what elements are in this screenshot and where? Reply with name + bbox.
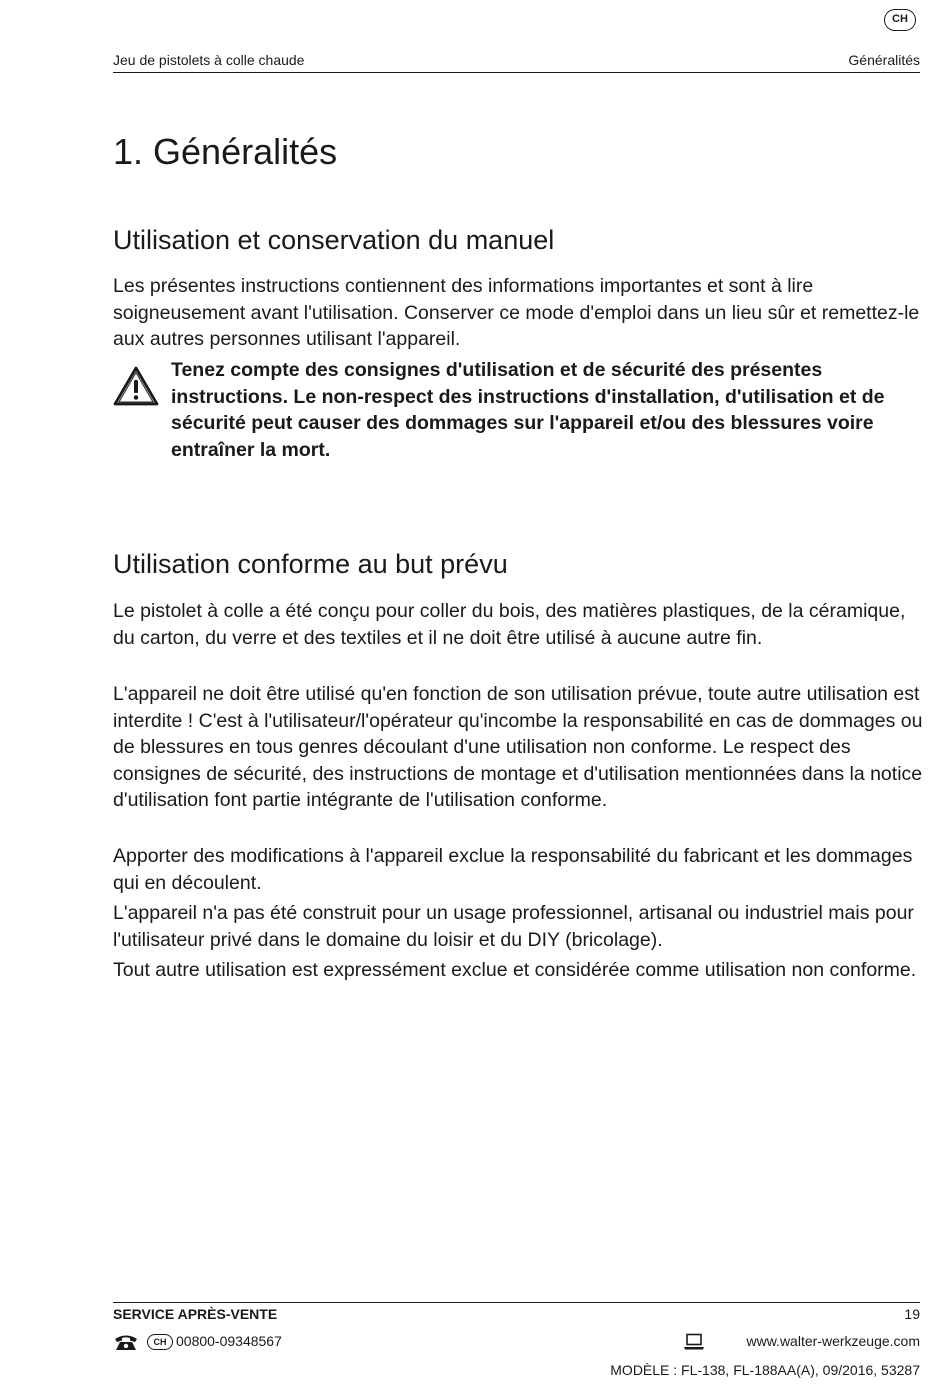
phone-icon bbox=[113, 1333, 139, 1351]
page-number: 19 bbox=[904, 1306, 920, 1322]
country-badge: CH bbox=[884, 9, 916, 31]
section-title-intended-use: Utilisation conforme au but prévu bbox=[113, 549, 508, 579]
footer-service-label: SERVICE APRÈS-VENTE bbox=[113, 1306, 278, 1322]
paragraph: L'appareil ne doit être utilisé qu'en fonction de son utilisation prévue, toute autre utilisation est interdite ! C'est à l'utilisateur/l'opérateur qu'incombe la responsabilité en cas de dommages ou de blessures en tous genres découlant d'une utilisation non conforme. Le respect des consignes de sécurité, des instructions de montage et d'utilisation mentionnées dans la notice d'utilisation font partie intégrante de l'utilisation conforme. bbox=[113, 683, 923, 811]
header-document-title: Jeu de pistolets à colle chaude bbox=[113, 52, 305, 68]
laptop-icon bbox=[683, 1333, 705, 1351]
phone-number: 00800-09348567 bbox=[176, 1333, 282, 1349]
paragraph: Apporter des modifications à l'appareil exclue la responsabilité du fabricant et les dommages qui en découlent. bbox=[113, 845, 913, 894]
safety-warning: Tenez compte des consignes d'utilisation et de sécurité des présentes instructions. Le non-respect des instructions d'installation, d'utilisation et de sécurité peut causer des dommages sur l'appareil et/ou des blessures voire entraîner la mort. bbox=[171, 359, 885, 461]
page-title: 1. Généralités bbox=[113, 131, 338, 172]
paragraph: L'appareil n'a pas été construit pour un usage professionnel, artisanal ou industriel mais pour l'utilisateur privé dans le domaine du loisir et du DIY (bricolage). bbox=[113, 902, 914, 951]
warning-triangle-icon bbox=[113, 366, 159, 406]
header-section-name: Généralités bbox=[848, 52, 920, 68]
paragraph: Les présentes instructions contiennent des informations importantes et sont à lire soigneusement avant l'utilisation. Conserver ce mode d'emploi dans un lieu sûr et remettez-le aux autres personnes utilisant l'appareil. bbox=[113, 275, 920, 350]
section-title-manual: Utilisation et conservation du manuel bbox=[113, 225, 555, 255]
website-link[interactable]: www.walter-werkzeuge.com bbox=[746, 1333, 920, 1349]
model-info: MODÈLE : FL-138, FL-188AA(A), 09/2016, 53287 bbox=[610, 1362, 920, 1378]
paragraph: Tout autre utilisation est expressément exclue et considérée comme utilisation non conforme. bbox=[113, 959, 917, 981]
footer-divider bbox=[113, 1302, 920, 1303]
footer-country-badge: CH bbox=[147, 1334, 173, 1350]
running-header bbox=[113, 52, 920, 73]
paragraph: Le pistolet à colle a été conçu pour coller du bois, des matières plastiques, de la céramique, du carton, du verre et des textiles et il ne doit être utilisé à aucune autre fin. bbox=[113, 600, 906, 649]
